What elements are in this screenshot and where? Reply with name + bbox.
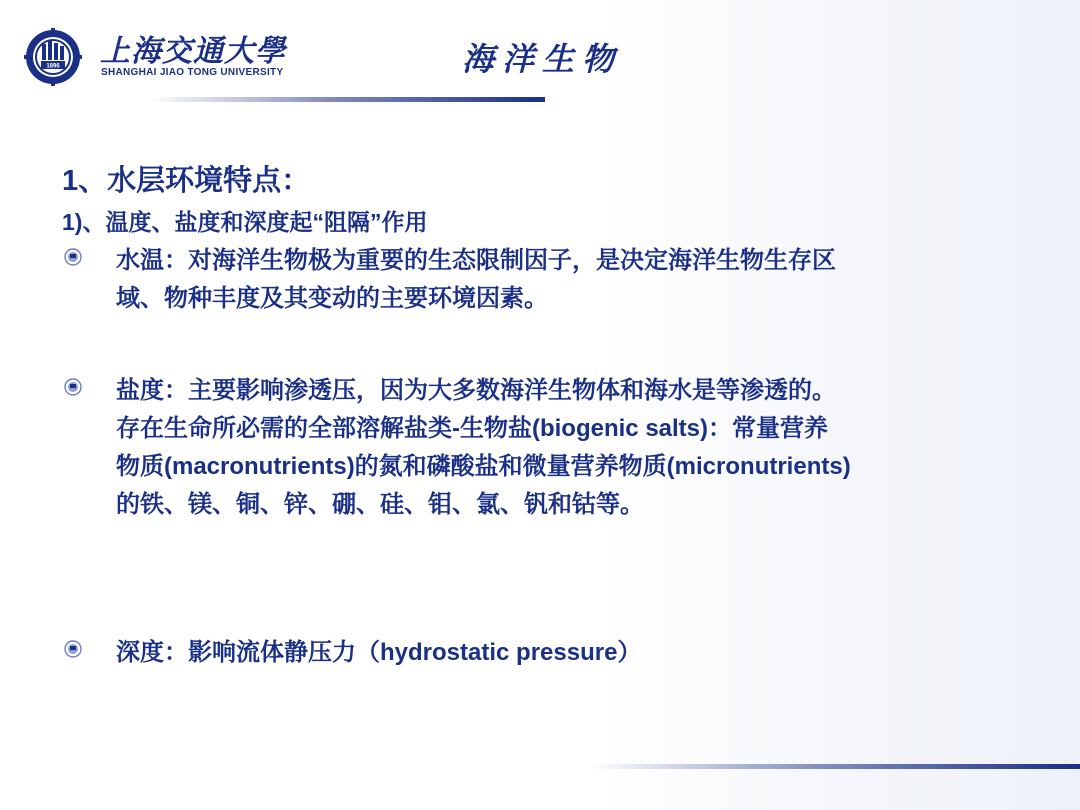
- bullet-line: 域、物种丰度及其变动的主要环境因素。: [116, 285, 548, 312]
- bullet-line: 存在生命所必需的全部溶解盐类-生物盐(biogenic salts)：常量营养: [116, 415, 829, 442]
- bullet-line: 物质(macronutrients)的氮和磷酸盐和微量营养物质(micronutrients): [116, 453, 851, 480]
- section-heading: 1、水层环境特点：: [62, 165, 311, 197]
- bullet-line: 的铁、镁、铜、锌、硼、硅、钼、氯、钒和钴等。: [116, 491, 644, 518]
- university-name-en: SHANGHAI JIAO TONG UNIVERSITY: [101, 67, 284, 78]
- university-emblem-bullet-icon: [64, 248, 82, 266]
- bullet-salinity: [62, 372, 1052, 524]
- bullet-line: 深度：影响流体静压力（hydrostatic pressure）: [116, 639, 642, 666]
- bullet-depth: [62, 634, 1052, 672]
- footer-divider: [590, 764, 1080, 769]
- slide-title: 海洋生物: [462, 40, 623, 78]
- bullet-line: 水温：对海洋生物极为重要的生态限制因子，是决定海洋生物生存区: [116, 247, 836, 274]
- bullet-water-temperature: [62, 242, 1052, 318]
- university-emblem-bullet-icon: [64, 640, 82, 658]
- bullet-line: 盐度：主要影响渗透压，因为大多数海洋生物体和海水是等渗透的。: [116, 377, 836, 404]
- university-emblem-bullet-icon: [64, 378, 82, 396]
- emblem-year: 1896: [46, 63, 60, 70]
- section-subheading: 1)、温度、盐度和深度起“阻隔”作用: [62, 209, 428, 235]
- university-name-cn: 上海交通大學: [100, 34, 286, 69]
